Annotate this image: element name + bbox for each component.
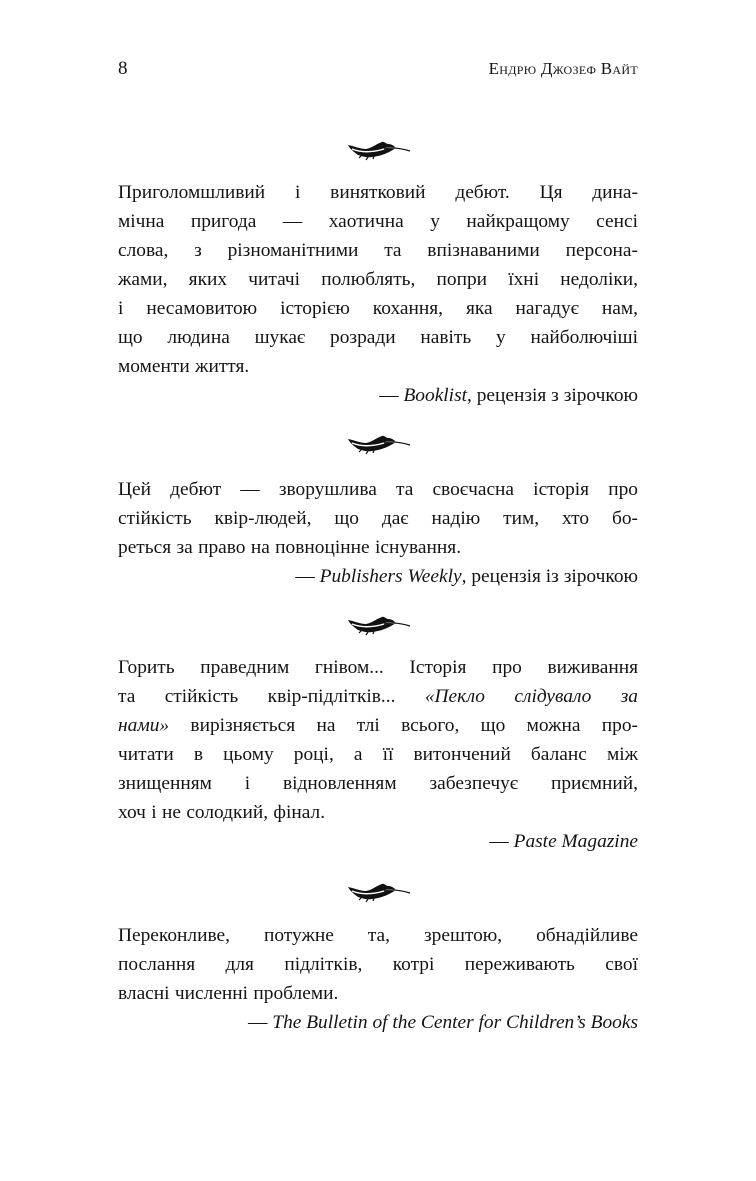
attribution-dash: —	[295, 566, 320, 587]
review-attribution	[118, 381, 638, 410]
review-paste-magazine	[118, 653, 638, 856]
attribution-dash: —	[489, 831, 514, 852]
quote-text: читати в цьому році, а її витончений баланс між	[118, 744, 638, 765]
feather-icon	[344, 878, 412, 904]
quote-line: слова, з різноманітними та впізнаваними персона-	[118, 240, 638, 261]
feather-icon	[344, 430, 412, 456]
quote-line	[118, 740, 638, 769]
quote-line: Цей дебют — зворушлива та своєчасна історія про	[118, 479, 638, 500]
quote-line	[118, 711, 638, 740]
quote-line: і несамовитою історією кохання, яка нагадує нам,	[118, 298, 638, 319]
quote-line: послання для підлітків, котрі переживають свої	[118, 954, 638, 975]
quote-text: вирізняється на тлі всього, що можна про-	[169, 715, 638, 736]
review-booklist	[118, 178, 638, 410]
quote-line: реться за право на повноцінне існування.	[118, 537, 462, 558]
quote-line: моменти життя.	[118, 356, 250, 377]
feather-icon	[344, 136, 412, 162]
quote-text: та стійкість квір-підлітків...	[118, 686, 425, 707]
quote-text: Горить праведним гнівом... Історія про виживання	[118, 657, 638, 678]
running-head-author: Ендрю Джозеф Вайт	[488, 59, 638, 78]
quote-line	[118, 798, 638, 827]
quote-line	[118, 682, 638, 711]
review-attribution	[118, 562, 638, 591]
attribution-note: , рецензія з зірочкою	[467, 385, 638, 406]
page-number: 8	[118, 58, 128, 79]
quote-text: знищенням і відновленням забезпечує приємний,	[118, 773, 638, 794]
review-quote	[118, 921, 638, 1008]
review-quote	[118, 653, 638, 827]
feather-icon	[344, 136, 412, 162]
book-title: нами»	[118, 715, 170, 736]
quote-line: Переконливе, потужне та, зрештою, обнадійливе	[118, 925, 638, 946]
book-title: «Пекло слідувало за	[424, 686, 638, 707]
review-bulletin	[118, 921, 638, 1037]
quote-line: стійкість квір-людей, що дає надію тим, хто бо-	[118, 508, 638, 529]
feather-icon	[344, 611, 412, 637]
attribution-note: , рецензія із зірочкою	[461, 566, 638, 587]
attribution-source: Booklist	[403, 385, 468, 406]
review-attribution	[118, 1008, 638, 1037]
review-quote	[118, 178, 638, 381]
review-quote	[118, 475, 638, 562]
quote-line: що людина шукає розради навіть у найболючіші	[118, 327, 638, 348]
feather-icon	[344, 611, 412, 637]
attribution-source: Publishers Weekly	[319, 566, 462, 587]
feather-icon	[344, 878, 412, 904]
quote-line	[118, 769, 638, 798]
feather-icon	[344, 430, 412, 456]
attribution-source: The Bulletin of the Center for Children’s Books	[272, 1012, 638, 1033]
attribution-dash: —	[248, 1012, 273, 1033]
attribution-source: Paste Magazine	[513, 831, 638, 852]
quote-line: власні численні проблеми.	[118, 983, 339, 1004]
quote-line: мічна пригода — хаотична у найкращому сенсі	[118, 211, 638, 232]
review-publishers-weekly	[118, 475, 638, 591]
review-attribution	[118, 827, 638, 856]
attribution-dash: —	[379, 385, 404, 406]
quote-text: хоч і не солодкий, фінал.	[118, 802, 326, 823]
quote-line: жами, яких читачі полюблять, попри їхні недоліки,	[118, 269, 638, 290]
quote-line: Приголомшливий і винятковий дебют. Ця дина-	[118, 182, 638, 203]
running-head	[118, 56, 638, 82]
quote-line	[118, 653, 638, 682]
